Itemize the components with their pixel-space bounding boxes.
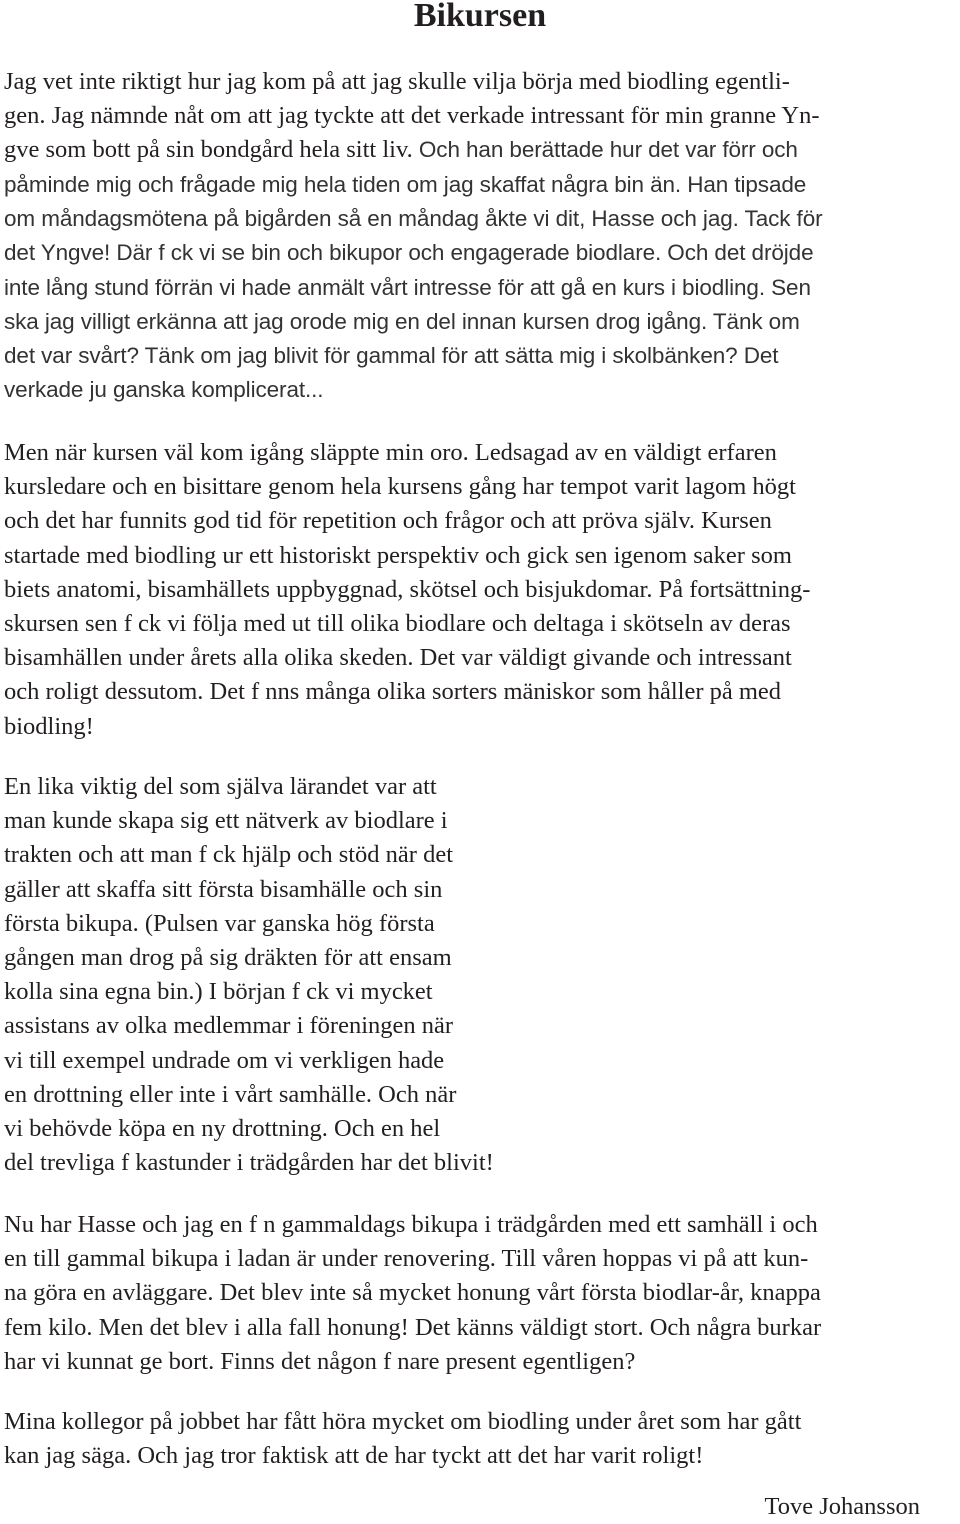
text-line: gen. Jag nämnde nåt om att jag tyckte att det verkade intressant för min granne Yn- [4, 102, 820, 130]
text-line: gäller att skaffa sitt första bisamhälle och sin [4, 875, 443, 903]
text-line: startade med biodling ur ett historiskt perspektiv och gick sen igenom saker som [4, 541, 792, 569]
text-line: har vi kunnat ge bort. Finns det någon f nare present egentligen? [4, 1347, 636, 1375]
text-line: det Yngve! Där f ck vi se bin och bikupor och engagerade biodlare. Och det dröjde [4, 240, 814, 266]
text-line: ska jag villigt erkänna att jag orode mig en del innan kursen drog igång. Tänk om [4, 308, 800, 334]
text-line: bisamhällen under årets alla olika skeden. Det var väldigt givande och intressant [4, 644, 792, 672]
text-line: del trevliga f kastunder i trädgården har det blivit! [4, 1149, 494, 1177]
text-line: Mina kollegor på jobbet har fått höra mycket om biodling under året som har gått [4, 1408, 802, 1435]
text-line: kolla sina egna bin.) I början f ck vi mycket [4, 978, 433, 1006]
author-signature: Tove Johansson [764, 1493, 920, 1520]
text-line: biets anatomi, bisamhällets uppbyggnad, skötsel och bisjukdomar. På fortsättning- [4, 575, 811, 603]
text-line: gången man drog på sig dräkten för att ensam [4, 944, 452, 972]
text-line: verkade ju ganska komplicerat... [4, 377, 324, 403]
text-line: en drottning eller inte i vårt samhälle. Och när [4, 1080, 457, 1108]
paragraph-intro [4, 65, 823, 408]
text-line: kan jag säga. Och jag tror faktisk att de har tyckt att det har varit roligt! [4, 1442, 704, 1470]
text-line: kursledare och en bisittare genom hela kursens gång har tempot varit lagom högt [4, 473, 796, 501]
paragraph-colleagues [4, 1405, 801, 1473]
text-line: assistans av olka medlemmar i föreningen när [4, 1012, 454, 1040]
text-line-mixed [4, 133, 823, 167]
text-line: inte lång stund förrän vi hade anmält vårt intresse för att gå en kurs i biodling. Sen [4, 274, 811, 300]
page-title: Bikursen [413, 0, 547, 34]
text-segment: gve som bott på sin bondgård hela sitt liv. [4, 136, 413, 164]
text-line: na göra en avläggare. Det blev inte så mycket honung vårt första biodlar-år, knappa [4, 1279, 821, 1307]
text-line: trakten och att man f ck hjälp och stöd när det [4, 841, 454, 869]
text-line: skursen sen f ck vi följa med ut till olika biodlare och deltaga i skötseln av deras [4, 610, 791, 638]
text-line: och roligt dessutom. Det f nns många olika sorters mäniskor som håller på med [4, 678, 782, 706]
text-line: Nu har Hasse och jag en f n gammaldags bikupa i trädgården med ett samhäll i och [4, 1211, 818, 1238]
text-line: En lika viktig del som själva lärandet var att [4, 773, 437, 800]
text-line: man kunde skapa sig ett nätverk av biodlare i [4, 807, 448, 835]
text-line: påminde mig och frågade mig hela tiden om jag skaffat några bin än. Han tipsade [4, 171, 807, 197]
text-line: om måndagsmötena på bigården så en måndag åkte vi dit, Hasse och jag. Tack för [4, 206, 823, 231]
text-line: vi till exempel undrade om vi verkligen hade [4, 1046, 445, 1074]
text-line: fem kilo. Men det blev i alla fall honung! Det känns väldigt stort. Och några burkar [4, 1313, 822, 1341]
text-line: Jag vet inte riktigt hur jag kom på att jag skulle vilja börja med biodling egentli- [4, 68, 790, 95]
text-line: Men när kursen väl kom igång släppte min oro. Ledsagad av en väldigt erfaren [4, 439, 777, 466]
text-line: och det har funnits god tid för repetition och frågor och att pröva själv. Kursen [4, 507, 772, 535]
text-line: första bikupa. (Pulsen var ganska hög första [4, 909, 435, 937]
text-line: vi behövde köpa en ny drottning. Och en hel [4, 1115, 441, 1143]
text-line: det var svårt? Tänk om jag blivit för gammal för att sätta mig i skolbänken? Det [4, 343, 779, 369]
text-line: biodling! [4, 712, 94, 740]
text-segment: Och han berättade hur det var förr och [412, 137, 798, 163]
text-line: en till gammal bikupa i ladan är under renovering. Till våren hoppas vi på att kun- [4, 1245, 809, 1273]
paragraph-hives [4, 1208, 821, 1379]
paragraph-network [4, 770, 494, 1180]
paragraph-course [4, 436, 810, 744]
